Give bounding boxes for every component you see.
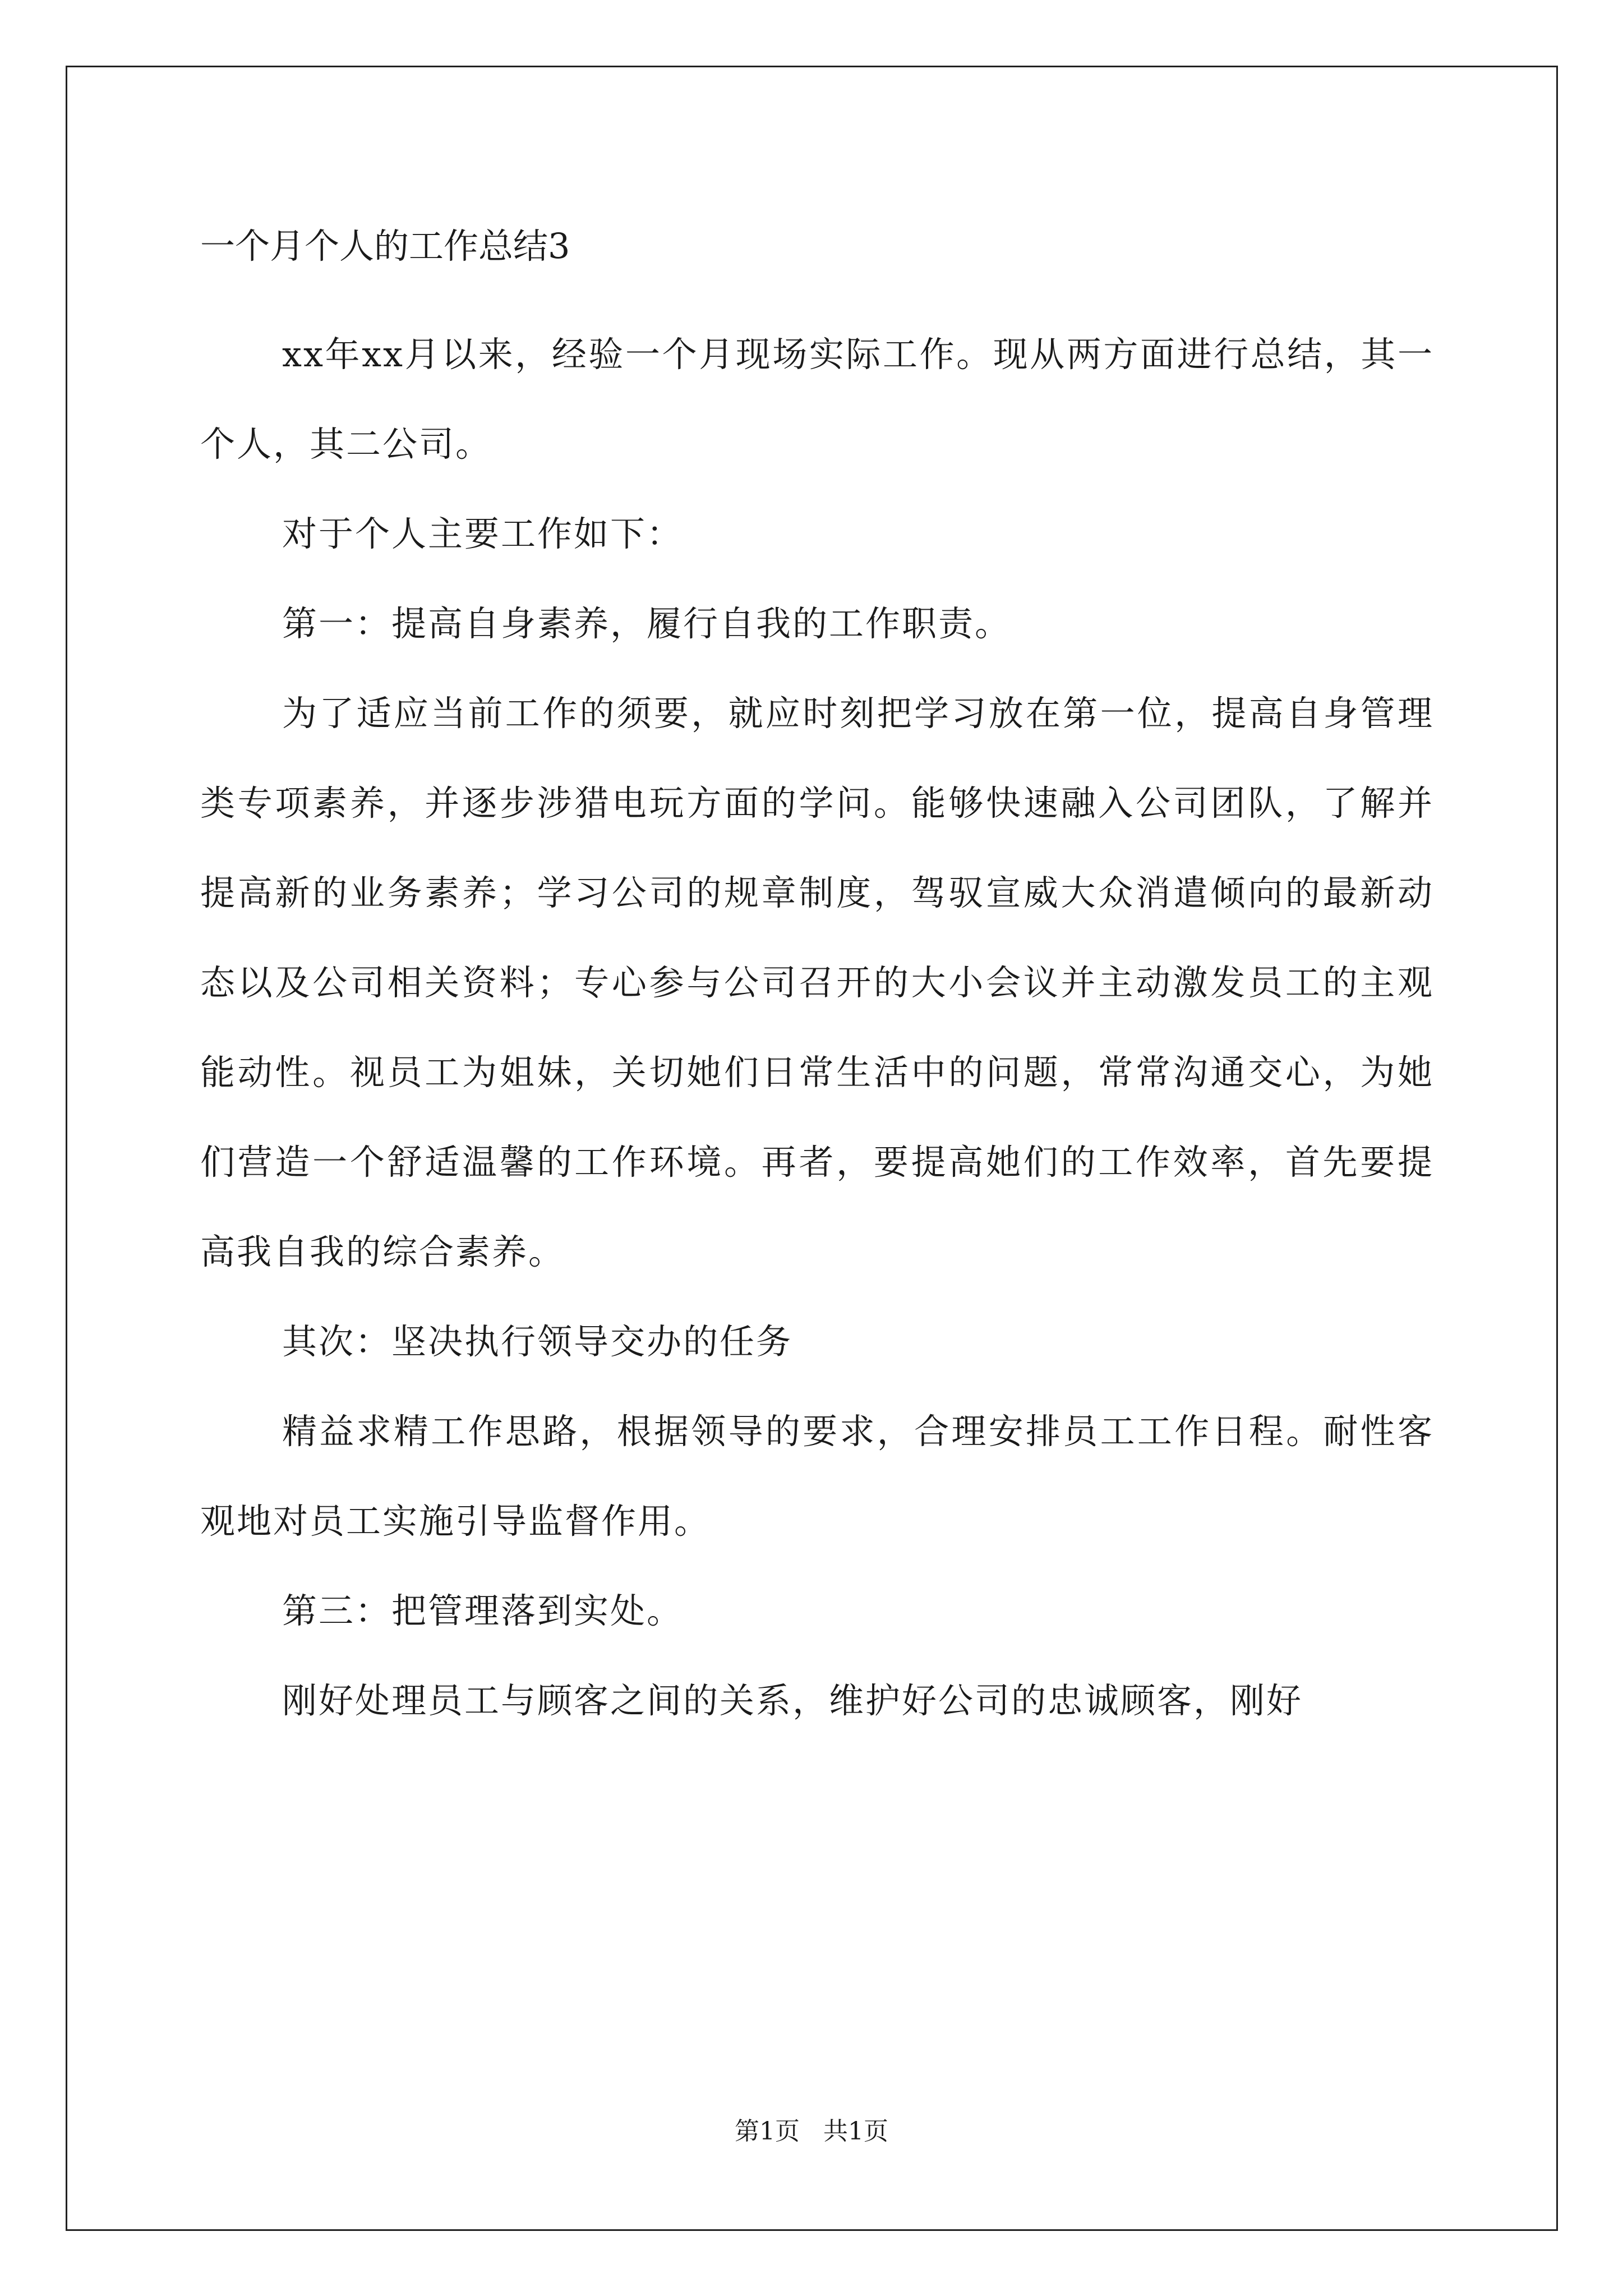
document-title: 一个月个人的工作总结3: [200, 226, 570, 266]
paragraph-personal-work-heading: 对于个人主要工作如下：: [282, 513, 684, 554]
paragraph-point-two-heading: 其次：坚决执行领导交办的任务: [282, 1321, 793, 1362]
paragraph-point-one-heading: 第一：提高自身素养，履行自我的工作职责。: [282, 603, 1012, 644]
paragraph-intro: xx年xx月以来，经验一个月现场实际工作。现从两方面进行总结，其一个人，其二公司。: [200, 334, 1434, 464]
paragraph-point-three-heading: 第三：把管理落到实处。: [282, 1590, 684, 1631]
paragraph-point-one-body: 为了适应当前工作的须要，就应时刻把学习放在第一位，提高自身管理类专项素养，并逐步涉猎电玩方面的学问。能够快速融入公司团队，了解并提高新的业务素养；学习公司的规章制度，驾驭宣威大众消遣倾向的最新动态以及公司相关资料；专心参与公司召开的大小会议并主动激发员工的主观能动性。视员工为姐妹，关切她们日常生活中的问题，常常沟通交心，为她们营造一个舒适温馨的工作环境。再者，要提高她们的工作效率，首先要提高我自我的综合素养。: [200, 693, 1434, 1272]
paragraph-point-two-body: 精益求精工作思路，根据领导的要求，合理安排员工工作日程。耐性客观地对员工实施引导监督作用。: [200, 1411, 1434, 1542]
page-number-footer: 第1页 共1页: [735, 2117, 888, 2146]
paragraph-point-three-body: 刚好处理员工与顾客之间的关系，维护好公司的忠诚顾客，刚好: [282, 1680, 1303, 1721]
document-body: [200, 220, 1434, 1746]
